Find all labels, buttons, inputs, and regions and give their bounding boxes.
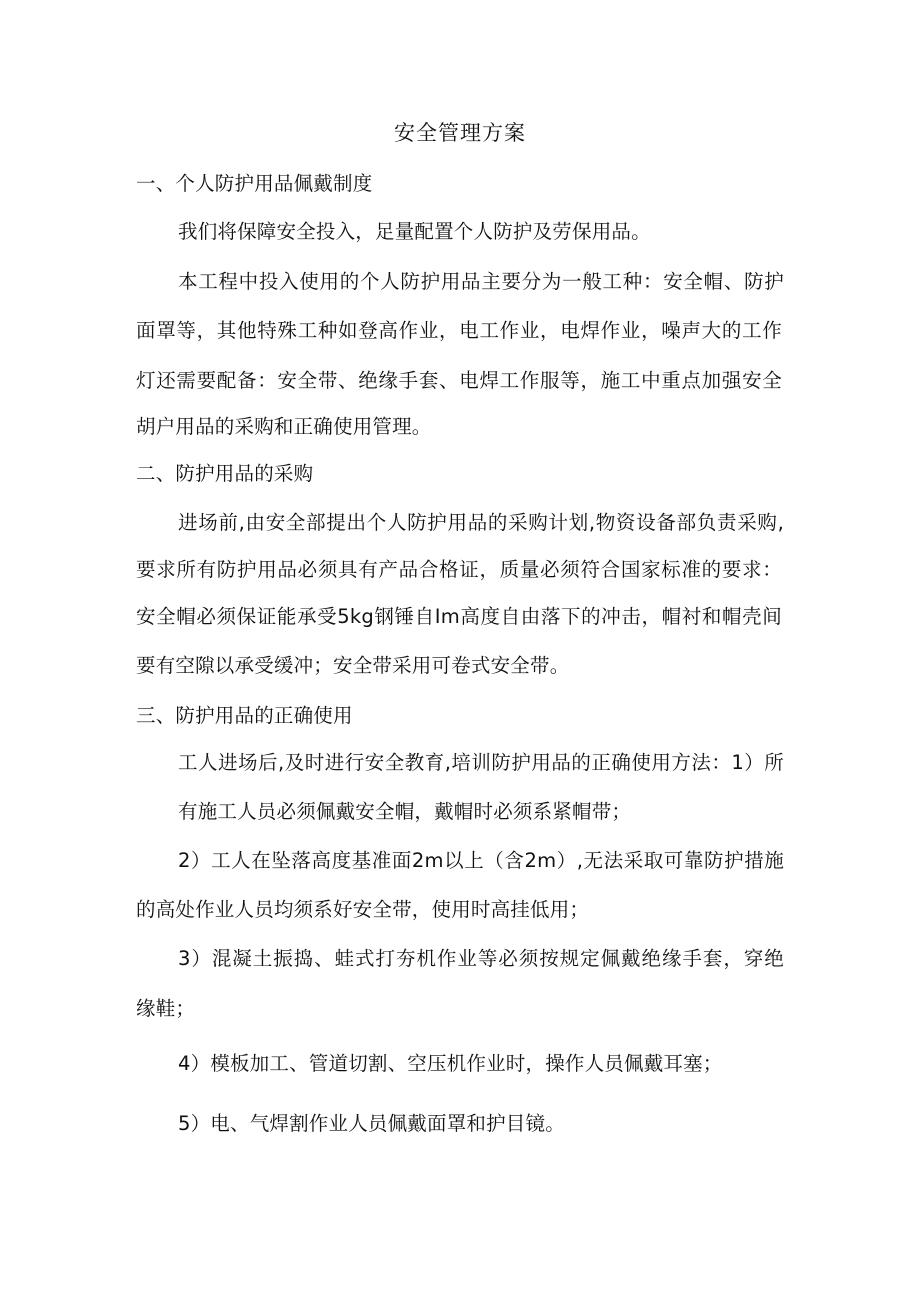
paragraph-line: 缘鞋； xyxy=(136,997,196,1020)
paragraph-line: 4）模板加工、管道切割、空压机作业时，操作人员佩戴耳塞； xyxy=(178,1052,723,1075)
paragraph-line: 要有空隙以承受缓冲；安全带采用可卷式安全带。 xyxy=(136,654,570,677)
paragraph-line: 面罩等，其他特殊工种如登高作业，电工作业，电焊作业，噪声大的工作 xyxy=(136,319,782,342)
page-title: 安全管理方案 xyxy=(394,121,526,145)
paragraph-line: 5）电、气焊割作业人员佩戴面罩和护目镜。 xyxy=(178,1112,565,1135)
section-heading-1: 一、个人防护用品佩戴制度 xyxy=(136,172,373,195)
paragraph-line: 有施工人员必须佩戴安全帽，戴帽时必须系紧帽带； xyxy=(178,800,632,823)
section-heading-2: 二、防护用品的采购 xyxy=(136,462,314,485)
paragraph-line: 工人进场后,及时进行安全教育,培训防护用品的正确使用方法：1）所 xyxy=(178,751,784,774)
paragraph-line: 我们将保障安全投入，足量配置个人防护及劳保用品。 xyxy=(178,220,651,243)
paragraph-line: 要求所有防护用品必须具有产品合格证，质量必须符合国家标准的要求： xyxy=(136,558,782,581)
paragraph-line: 本工程中投入使用的个人防护用品主要分为一般工种：安全帽、防护 xyxy=(178,270,784,293)
paragraph-line: 2）工人在坠落高度基准面2m以上（含2m）,无法采取可靠防护措施 xyxy=(178,849,784,872)
paragraph-line: 进场前,由安全部提出个人防护用品的采购计划,物资设备部负责采购, xyxy=(178,511,784,534)
paragraph-line: 3）混凝土振捣、蛙式打夯机作业等必须按规定佩戴绝缘手套，穿绝 xyxy=(178,947,784,970)
paragraph-line: 安全帽必须保证能承受5kg钢锤自Im高度自由落下的冲击，帽衬和帽壳间 xyxy=(136,605,782,628)
paragraph-line: 的高处作业人员均须系好安全带，使用时高挂低用； xyxy=(136,898,590,921)
paragraph-line: 胡户用品的采购和正确使用管理。 xyxy=(136,415,432,438)
section-heading-3: 三、防护用品的正确使用 xyxy=(136,704,353,727)
paragraph-line: 灯还需要配备：安全带、绝缘手套、电焊工作服等，施工中重点加强安全 xyxy=(136,369,782,392)
